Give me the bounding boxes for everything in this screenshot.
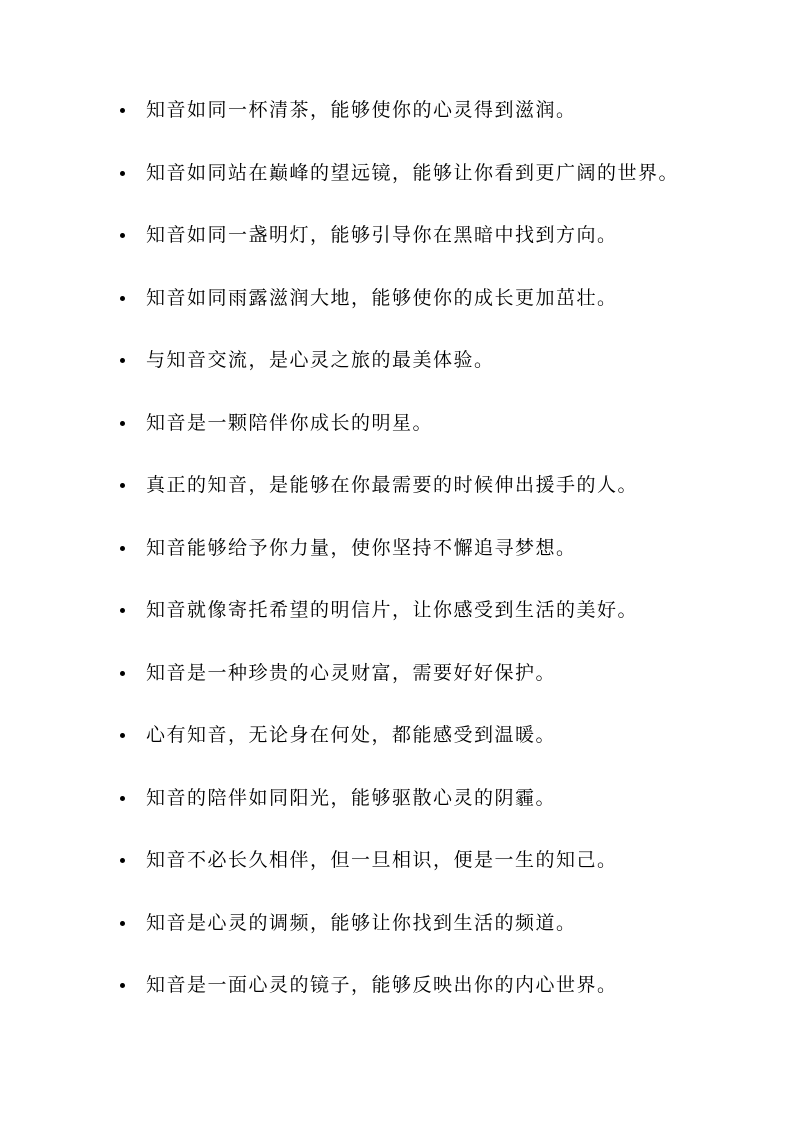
bullet-icon bbox=[120, 358, 125, 363]
bullet-icon bbox=[120, 296, 125, 301]
list-item-text: 知音是一种珍贵的心灵财富，需要好好保护。 bbox=[146, 661, 557, 684]
bullet-icon bbox=[120, 921, 125, 926]
list-item-text: 知音是一面心灵的镜子，能够反映出你的内心世界。 bbox=[146, 974, 618, 996]
list-item-text: 知音如同站在巅峰的望远镜，能够让你看到更广阔的世界。 bbox=[146, 161, 680, 184]
bullet-icon bbox=[120, 171, 125, 176]
list-item-text: 知音就像寄托希望的明信片，让你感受到生活的美好。 bbox=[146, 599, 639, 621]
list-item-text: 知音能够给予你力量，使你坚持不懈追寻梦想。 bbox=[146, 536, 577, 559]
list-item-text: 心有知音，无论身在何处，都能感受到温暖。 bbox=[146, 724, 557, 746]
list-item-text: 真正的知音，是能够在你最需要的时候伸出援手的人。 bbox=[146, 474, 639, 496]
bullet-icon bbox=[120, 421, 125, 426]
list-item-text: 知音如同雨露滋润大地，能够使你的成长更加茁壮。 bbox=[146, 286, 618, 309]
bullet-icon bbox=[120, 608, 125, 613]
bullet-icon bbox=[120, 233, 125, 238]
list-item-text: 知音是一颗陪伴你成长的明星。 bbox=[146, 411, 434, 434]
bullet-icon bbox=[120, 733, 125, 738]
bullet-icon bbox=[120, 546, 125, 551]
bullet-icon bbox=[120, 671, 125, 676]
list-item-text: 知音的陪伴如同阳光，能够驱散心灵的阴霾。 bbox=[146, 786, 557, 809]
bullet-icon bbox=[120, 796, 125, 801]
list-item-text: 知音如同一杯清茶，能够使你的心灵得到滋润。 bbox=[146, 99, 577, 121]
bullet-icon bbox=[120, 483, 125, 488]
bullet-icon bbox=[120, 108, 125, 113]
list-item-text: 知音是心灵的调频，能够让你找到生活的频道。 bbox=[146, 911, 577, 934]
list-item-text: 知音如同一盏明灯，能够引导你在黑暗中找到方向。 bbox=[146, 224, 618, 246]
bullet-icon bbox=[120, 983, 125, 988]
list-item-text: 知音不必长久相伴，但一旦相识，便是一生的知己。 bbox=[146, 849, 618, 871]
list-item-text: 与知音交流，是心灵之旅的最美体验。 bbox=[146, 349, 495, 371]
bullet-icon bbox=[120, 858, 125, 863]
